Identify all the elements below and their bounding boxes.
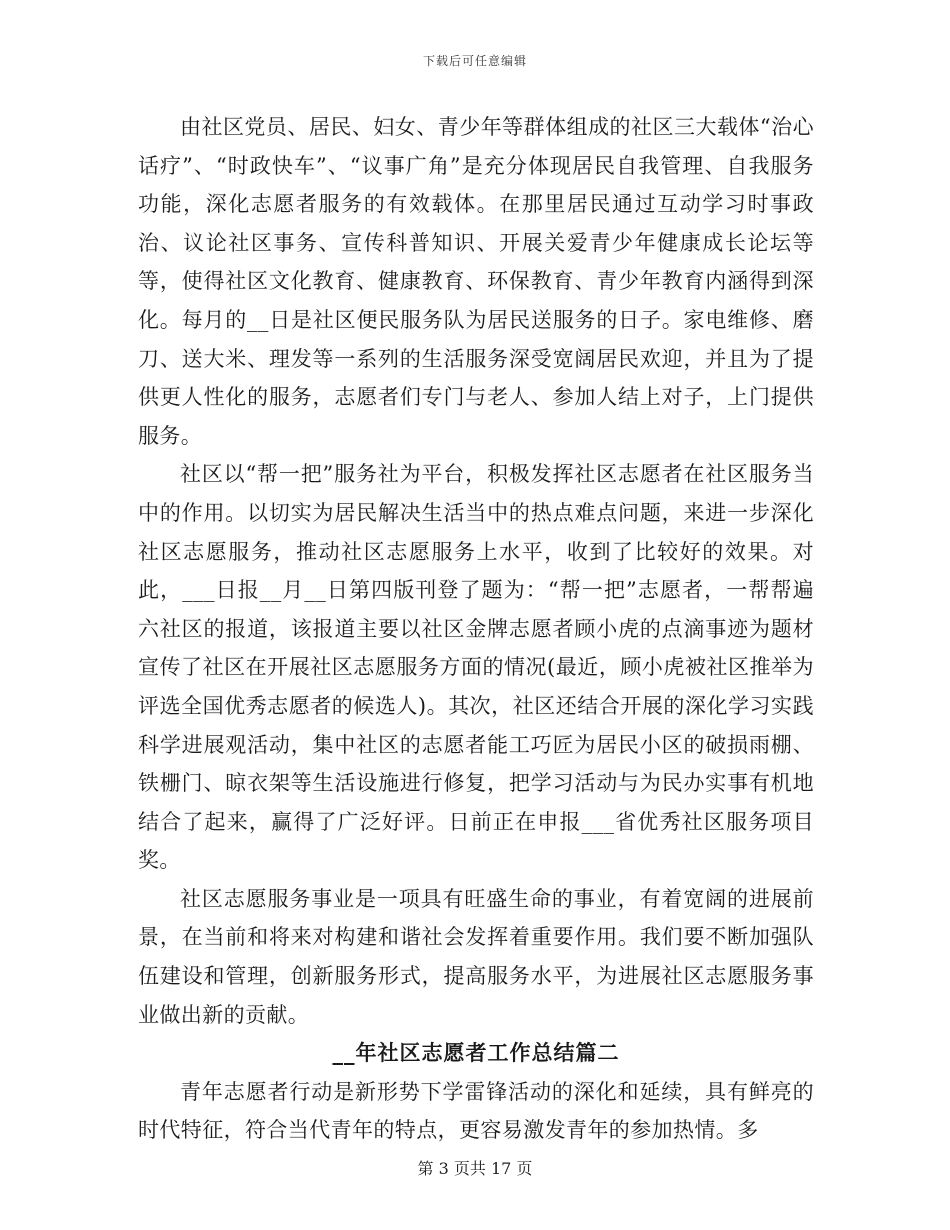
section-heading: __年社区志愿者工作总结篇二 (332, 1040, 620, 1066)
body-paragraph: 青年志愿者行动是新形势下学雷锋活动的深化和延续，具有鲜亮的时代特征，符合当代青年的特点，更容易激发青年的参加热情。多 (138, 1079, 814, 1143)
page-number: 第 3 页共 17 页 (417, 1159, 533, 1178)
document-body (138, 108, 814, 1150)
page-header-note: 下载后可任意编辑 (422, 54, 527, 68)
body-paragraph: 社区以“帮一把”服务社为平台，积极发挥社区志愿者在社区服务当中的作用。以切实为居民解决生活当中的热点难点问题，来进一步深化社区志愿服务，推动社区志愿服务上水平，收到了比较好的效果。对此，___日报__月__日第四版刊登了题为：“帮一把”志愿者，一帮帮遍六社区的报道，该报道主要以社区金牌志愿者顾小虎的点滴事迹为题材宣传了社区在开展社区志愿服务方面的情况(最近，顾小虎被社区推举为评选全国优秀志愿者的候选人)。其次，社区还结合开展的深化学习实践科学进展观活动，集中社区的志愿者能工巧匠为居民小区的破损雨棚、铁栅门、晾衣架等生活设施进行修复，把学习活动与为民办实事有机地结合了起来，赢得了广泛好评。日前正在申报___省优秀社区服务项目奖。 (138, 462, 814, 873)
body-paragraph: 社区志愿服务事业是一项具有旺盛生命的事业，有着宽阔的进展前景，在当前和将来对构建和谐社会发挥着重要作用。我们要不断加强队伍建设和管理，创新服务形式，提高服务水平，为进展社区志愿服务事业做出新的贡献。 (138, 886, 814, 1027)
body-paragraph: 由社区党员、居民、妇女、青少年等群体组成的社区三大载体“治心话疗”、“时政快车”、“议事广角”是充分体现居民自我管理、自我服务功能，深化志愿者服务的有效载体。在那里居民通过互动学习时事政治、议论社区事务、宣传科普知识、开展关爱青少年健康成长论坛等等，使得社区文化教育、健康教育、环保教育、青少年教育内涵得到深化。每月的__日是社区便民服务队为居民送服务的日子。家电维修、磨刀、送大米、理发等一系列的生活服务深受宽阔居民欢迎，并且为了提供更人性化的服务，志愿者们专门与老人、参加人结上对子，上门提供服务。 (138, 115, 814, 448)
